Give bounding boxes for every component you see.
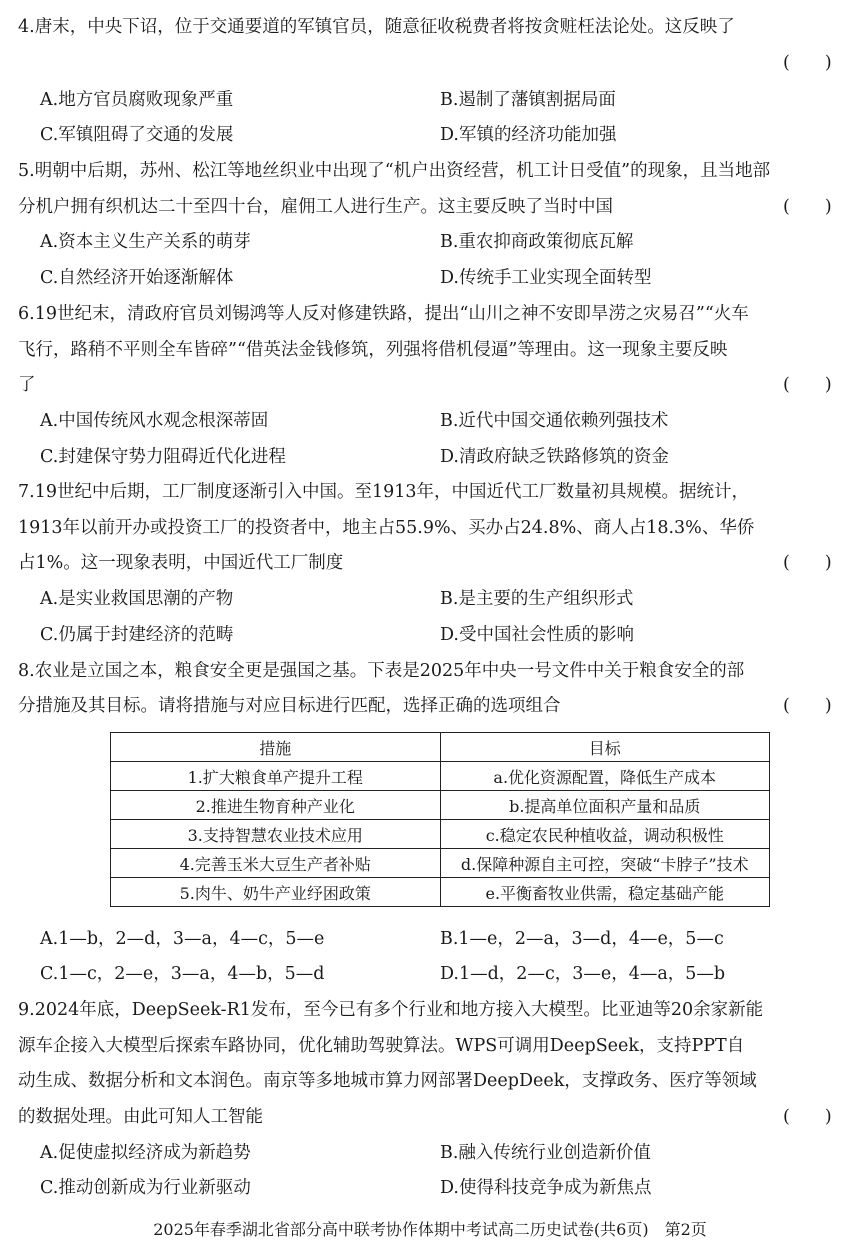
option-b: B.重农抑商政策彻底瓦解 xyxy=(440,232,634,252)
table-cell-measure: 5.肉牛、奶牛产业纾困政策 xyxy=(111,878,441,907)
option-c: C.军镇阻碍了交通的发展 xyxy=(40,125,234,145)
table-row xyxy=(111,791,770,820)
table-cell-measure: 1.扩大粮食单产提升工程 xyxy=(111,762,441,791)
option-a: A.资本主义生产关系的萌芽 xyxy=(40,232,251,252)
option-a: A.是实业救国思潮的产物 xyxy=(40,589,234,609)
table-header-measures: 措施 xyxy=(111,733,441,762)
question-7-stem-line-1: 7.19世纪中后期，工厂制度逐渐引入中国。至1913年，中国近代工厂数量初具规模。据统计， xyxy=(18,482,749,502)
question-7-stem-line-2: 1913年以前开办或投资工厂的投资者中，地主占55.9%、买办占24.8%、商人占18.3%、华侨 xyxy=(18,518,755,538)
option-d: D.使得科技竞争成为新焦点 xyxy=(440,1178,652,1198)
question-9-stem-line-1: 9.2024年底，DeepSeek-R1发布，至今已有多个行业和地方接入大模型。比亚迪等20余家新能 xyxy=(18,1000,764,1020)
option-a: A.地方官员腐败现象严重 xyxy=(40,90,234,110)
option-b: B.1—e，2—a，3—d，4—e，5—c xyxy=(440,929,724,949)
question-9-stem-line-2: 源车企接入大模型后探索车路协同，优化辅助驾驶算法。WPS可调用DeepSeek，支持PPT自 xyxy=(18,1036,745,1056)
answer-bracket: ( ) xyxy=(783,1107,832,1127)
option-a: A.1—b，2—d，3—a，4—c，5—e xyxy=(40,929,325,949)
option-c: C.自然经济开始逐渐解体 xyxy=(40,268,234,288)
answer-bracket: ( ) xyxy=(783,53,832,73)
table-cell-goal: a.优化资源配置，降低生产成本 xyxy=(440,762,770,791)
table-header-row xyxy=(111,733,770,762)
table-cell-measure: 2.推进生物育种产业化 xyxy=(111,791,441,820)
option-c: C.封建保守势力阻碍近代化进程 xyxy=(40,447,286,467)
table-cell-measure: 3.支持智慧农业技术应用 xyxy=(111,820,441,849)
option-c: C.仍属于封建经济的范畴 xyxy=(40,625,234,645)
table-row xyxy=(111,878,770,907)
table-row xyxy=(111,820,770,849)
option-b: B.是主要的生产组织形式 xyxy=(440,589,634,609)
option-a: A.促使虚拟经济成为新趋势 xyxy=(40,1143,251,1163)
option-d: D.受中国社会性质的影响 xyxy=(440,625,634,645)
question-6-stem-line-2: 飞行，路稍不平则全车皆碎”“借英法金钱修筑，列强将借机侵逼”等理由。这一现象主要反映 xyxy=(18,340,728,360)
question-4-stem-line-1: 4.唐末，中央下诏，位于交通要道的军镇官员，随意征收税费者将按贪赃枉法论处。这反映了 xyxy=(18,17,735,37)
question-5-stem-line-1: 5.明朝中后期，苏州、松江等地丝织业中出现了“机户出资经营，机工计日受值”的现象，且当地部 xyxy=(18,161,771,181)
table-row xyxy=(111,762,770,791)
option-a: A.中国传统风水观念根深蒂固 xyxy=(40,411,269,431)
measures-goals-table xyxy=(110,732,770,907)
question-9-stem-line-4: 的数据处理。由此可知人工智能 xyxy=(18,1107,263,1127)
question-9-stem-line-3: 动生成、数据分析和文本润色。南京等多地城市算力网部署DeepDeek，支撑政务、医疗等领域 xyxy=(18,1071,757,1091)
answer-bracket: ( ) xyxy=(783,375,832,395)
option-c: C.推动创新成为行业新驱动 xyxy=(40,1178,251,1198)
table-header-goals: 目标 xyxy=(440,733,770,762)
page-footer: 2025年春季湖北省部分高中联考协作体期中考试高二历史试卷(共6页) 第2页 xyxy=(153,1220,707,1239)
option-d: D.传统手工业实现全面转型 xyxy=(440,268,652,288)
question-8-stem-line-1: 8.农业是立国之本，粮食安全更是强国之基。下表是2025年中央一号文件中关于粮食安全的部 xyxy=(18,661,745,681)
option-d: D.清政府缺乏铁路修筑的资金 xyxy=(440,447,669,467)
table-cell-measure: 4.完善玉米大豆生产者补贴 xyxy=(111,849,441,878)
question-8-stem-line-2: 分措施及其目标。请将措施与对应目标进行匹配，选择正确的选项组合 xyxy=(18,696,561,716)
answer-bracket: ( ) xyxy=(783,197,832,217)
answer-bracket: ( ) xyxy=(783,553,832,573)
option-b: B.融入传统行业创造新价值 xyxy=(440,1143,651,1163)
question-6-stem-line-1: 6.19世纪末，清政府官员刘锡鸿等人反对修建铁路，提出“山川之神不安即旱涝之灾易召”“火车 xyxy=(18,304,749,324)
option-b: B.遏制了藩镇割据局面 xyxy=(440,90,616,110)
option-d: D.军镇的经济功能加强 xyxy=(440,125,617,145)
option-d: D.1—d，2—c，3—e，4—a，5—b xyxy=(440,964,726,984)
table-cell-goal: b.提高单位面积产量和品质 xyxy=(440,791,770,820)
table-cell-goal: d.保障种源自主可控，突破“卡脖子”技术 xyxy=(440,849,770,878)
answer-bracket: ( ) xyxy=(783,696,832,716)
table-cell-goal: e.平衡畜牧业供需，稳定基础产能 xyxy=(440,878,770,907)
question-7-stem-line-3: 占1%。这一现象表明，中国近代工厂制度 xyxy=(18,553,344,573)
question-5-stem-line-2: 分机户拥有织机达二十至四十台，雇佣工人进行生产。这主要反映了当时中国 xyxy=(18,197,613,217)
option-c: C.1—c，2—e，3—a，4—b，5—d xyxy=(40,964,325,984)
table-row xyxy=(111,849,770,878)
question-6-stem-line-3: 了 xyxy=(18,375,36,395)
option-b: B.近代中国交通依赖列强技术 xyxy=(440,411,669,431)
table-cell-goal: c.稳定农民种植收益，调动积极性 xyxy=(440,820,770,849)
